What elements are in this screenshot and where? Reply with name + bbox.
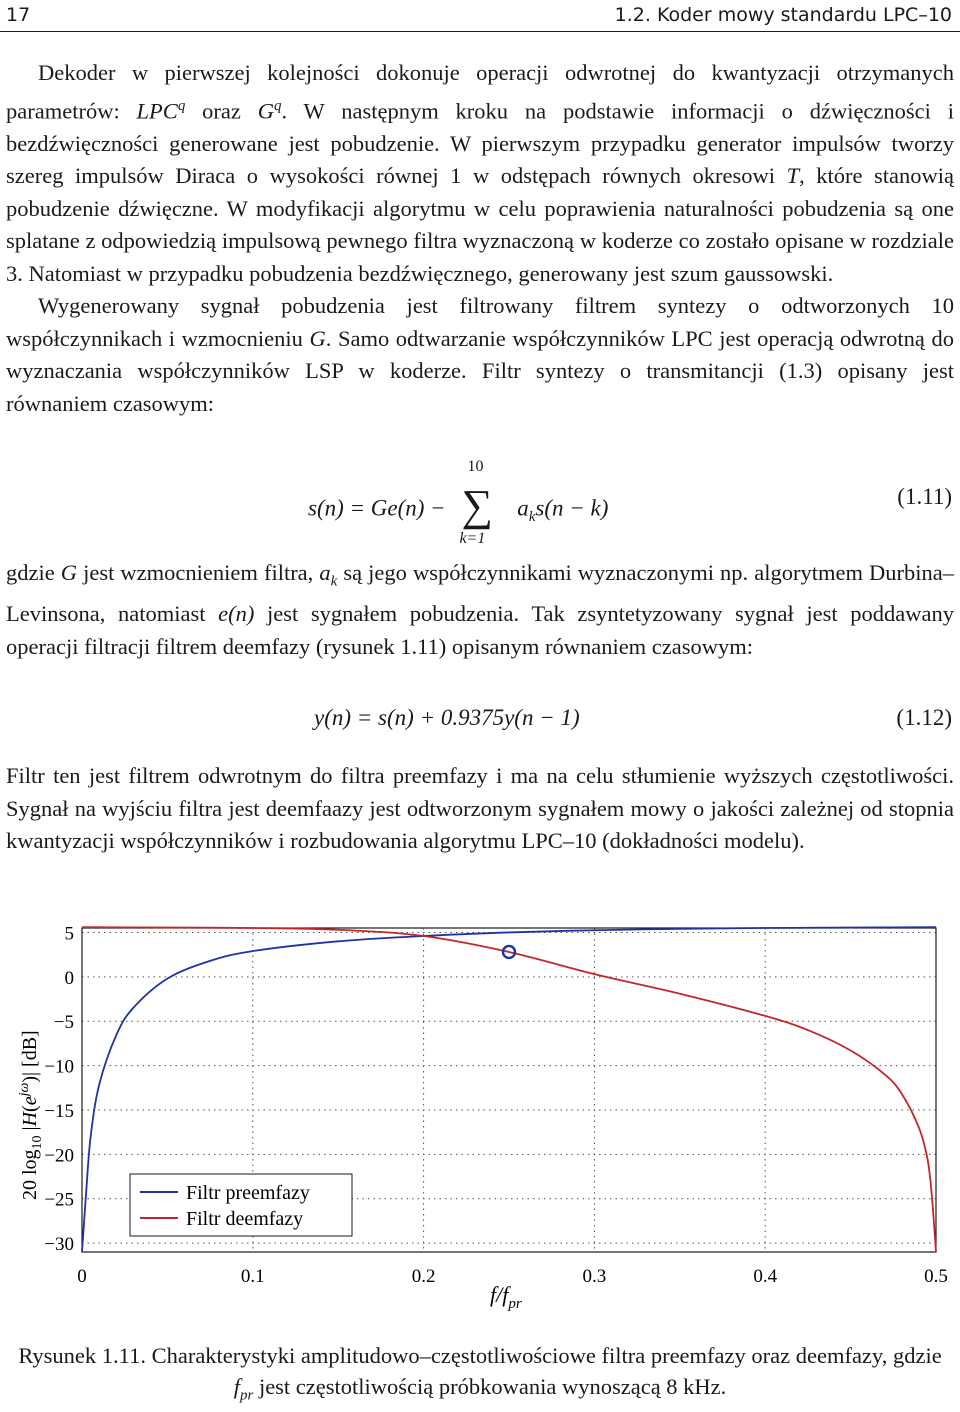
y-tick-label: 0 — [64, 967, 74, 989]
sum-lower-limit: k=1 — [459, 530, 486, 547]
y-tick-labels — [44, 923, 74, 1255]
p3-g: G — [60, 560, 78, 585]
equation-1-11-body — [308, 458, 609, 547]
p1-span-3: . W następnym kroku na podstawie informacji o dźwięczności i bezdźwięczności generowane jest pobudzenie. W pierwszym przypadku generator impulsów tworzy szereg impulsów Diraca o wysokości równej 1 w odstępach równych okresowi — [6, 98, 954, 188]
y-axis-label — [17, 1030, 45, 1200]
p3-span-3: są jego współczynnikami wyznaczonymi np. algorytmem Durbina–Levinsona, natomiast — [6, 560, 954, 626]
p1-g: G — [257, 98, 274, 123]
p1-span-1: Dekoder w pierwszej kolejności dokonuje operacji odwrotnej do kwantyzacji otrzymanych parametrów: — [6, 60, 954, 123]
p1-lpc: LPC — [136, 98, 178, 123]
p1-g-sup: q — [273, 97, 282, 114]
p1-t: T — [786, 163, 800, 188]
p3-span-4: jest sygnałem pobudzenia. Tak zsyntetyzowany sygnał jest poddawany operacji filtracji filtrem deemfazy (rysunek 1.11) opisanym równaniem czasowym: — [6, 601, 954, 659]
equation-1-11 — [0, 458, 960, 547]
p1-span-4: , które stanowią pobudzenie dźwięczne. W modyfikacji algorytmu w celu poprawienia naturalności pobudzenia są one splatane z odpowiedzią impulsową pewnego filtra wyznaczoną w koderze co zostało opisane w rozdziale 3. Natomiast w przypadku pobudzenia bezdźwięcznego, generowany jest szum gaussowski. — [6, 163, 955, 286]
p3-a-sub: k — [330, 573, 338, 590]
chart-legend — [130, 1174, 352, 1236]
p2-g: G — [309, 325, 326, 351]
sum-symbol — [451, 458, 511, 547]
page-number: 17 — [6, 4, 31, 26]
equation-1-12-body: y(n) = s(n) + 0.9375y(n − 1) — [314, 705, 580, 730]
p2-span-2: . Samo odtwarzanie współczynników LPC jest operacją odwrotną do wyznaczania współczynników LSP w koderze. Filtr syntezy o transmitancji (1.3) opisany jest równaniem czasowym: — [6, 325, 954, 416]
x-tick-label: 0.2 — [411, 1266, 436, 1287]
p3-span-2: jest wzmocnieniem filtra, — [77, 560, 320, 585]
eq1-tail: s(n − k) — [535, 495, 609, 521]
legend-label-preemfazy: Filtr preemfazy — [186, 1182, 310, 1204]
caption-text-2: jest częstotliwością próbkowania wynoszącą 8 kHz. — [253, 1374, 727, 1399]
p3-a: a — [319, 560, 331, 585]
y-tick-label: −10 — [44, 1056, 74, 1078]
sum-upper-limit: 10 — [467, 458, 484, 475]
x-tick-labels — [77, 1266, 948, 1287]
section-title: 1.2. Koder mowy standardu LPC–10 — [614, 4, 952, 26]
caption-text-1: Charakterystyki amplitudowo–częstotliwościowe filtra preemfazy oraz deemfazy, gdzie — [145, 1343, 942, 1368]
y-tick-label: −30 — [44, 1234, 74, 1256]
y-tick-label: −5 — [53, 1012, 74, 1034]
caption-label: Rysunek 1.11. — [18, 1343, 146, 1368]
y-tick-label: −25 — [44, 1189, 74, 1211]
paragraph-1-text — [6, 57, 954, 290]
y-tick-label: 5 — [64, 923, 74, 945]
figure-caption — [6, 1340, 954, 1412]
x-tick-label: 0 — [77, 1266, 87, 1287]
p1-span-2: oraz — [185, 98, 258, 123]
x-axis-label-sub: pr — [508, 1296, 522, 1312]
paragraph-4-text: Filtr ten jest filtrem odwrotnym do filtra preemfazy i ma na celu stłumienie wyższych częstotliwości. Sygnał na wyjściu filtra jest deemfaazy jest odtworzonym sygnałem mowy o jakości zależnej od stopnia kwantyzacji współczynników i rozbudowania algorytmu LPC–10 (dokładności modelu). — [6, 763, 954, 853]
x-tick-label: 0.1 — [240, 1266, 265, 1287]
p3-span-1: gdzie — [6, 560, 61, 585]
p2-span-1: Wygenerowany sygnał pobudzenia jest filtrowany filtrem syntezy o odtworzonych 10 współczynnikach i wzmocnieniu — [6, 293, 954, 351]
paragraph-2-text — [6, 290, 954, 420]
equation-number-1-12: (1.12) — [896, 705, 952, 730]
x-axis-label-main: $f/f_{pr}$ — [490, 1282, 522, 1312]
running-header — [0, 0, 960, 32]
header-rule — [0, 31, 960, 32]
eq1-a-sub: k — [528, 508, 536, 525]
paragraph-3 — [6, 557, 954, 663]
x-axis-label — [490, 1282, 522, 1312]
paragraph-1 — [6, 57, 954, 420]
caption-f: f — [233, 1374, 240, 1399]
p1-lpc-sup: q — [177, 97, 186, 114]
eq1-lhs: s(n) = Ge(n) − — [308, 495, 446, 521]
paragraph-3-text — [6, 557, 954, 663]
frequency-response-chart — [0, 900, 960, 1320]
y-tick-label: −20 — [44, 1145, 74, 1167]
caption-f-sub: pr — [239, 1387, 254, 1404]
equation-number-1-11: (1.11) — [897, 484, 952, 509]
paragraph-4 — [6, 760, 954, 858]
x-tick-label: 0.5 — [924, 1266, 948, 1287]
eq1-a: a — [517, 495, 529, 521]
sigma-glyph: ∑ — [461, 481, 493, 530]
x-tick-label: 0.4 — [753, 1266, 778, 1287]
p3-e: e(n) — [218, 601, 255, 626]
y-tick-label: −15 — [44, 1100, 74, 1122]
y-axis-label-text: 20 $\log_{10} |H(e^{j\omega})|$ [dB] — [17, 1030, 45, 1200]
legend-label-deemfazy: Filtr deemfazy — [186, 1208, 304, 1230]
x-tick-label: 0.3 — [582, 1266, 607, 1287]
